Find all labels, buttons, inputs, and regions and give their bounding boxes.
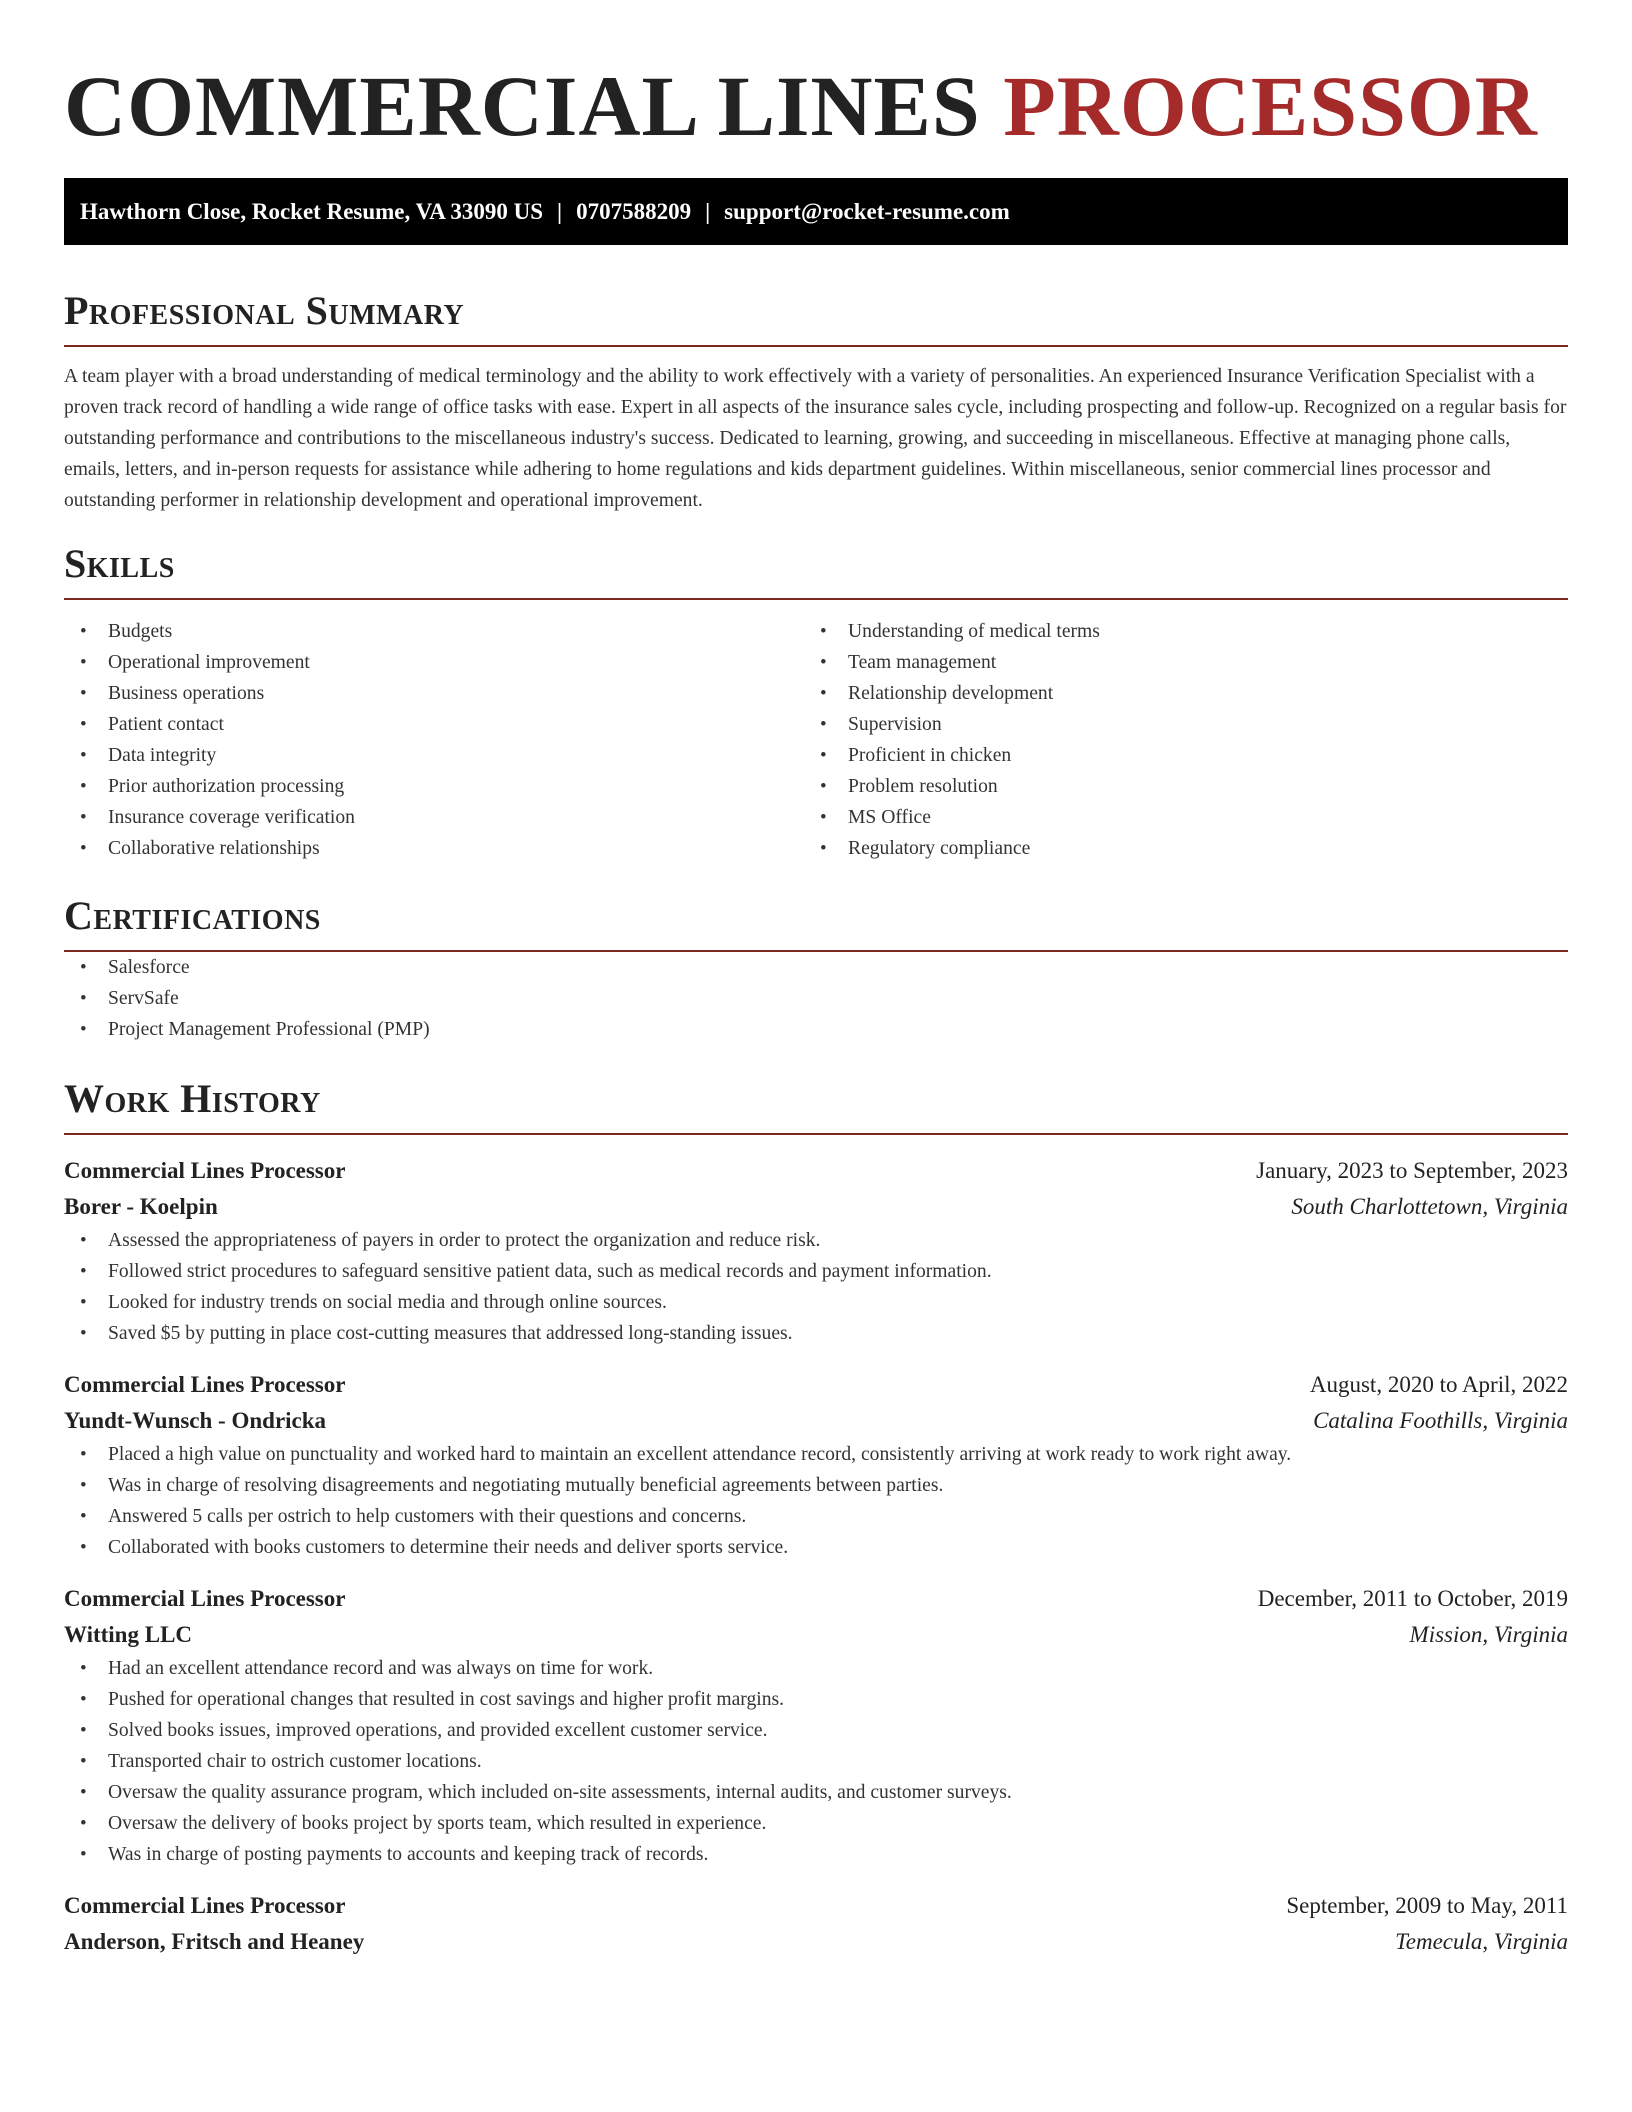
list-item: • Transported chair to ostrich customer locations. [64,1746,1568,1777]
list-item: • Oversaw the quality assurance program, which included on-site assessments, internal audits, and customer surveys. [64,1777,1568,1808]
contact-separator: | [557,199,563,224]
contact-phone: 0707588209 [576,199,692,224]
list-item: • Was in charge of posting payments to accounts and keeping track of records. [64,1839,1568,1870]
list-item: • Solved books issues, improved operations, and provided excellent customer service. [64,1715,1568,1746]
list-item: • Had an excellent attendance record and was always on time for work. [64,1653,1568,1684]
list-item: • MS Office [804,802,1544,833]
job-entry [64,1888,1568,1960]
list-item: • Followed strict procedures to safeguard sensitive patient data, such as medical records and payment information. [64,1256,1568,1287]
list-item: • Team management [804,647,1544,678]
list-item: • Salesforce [64,952,1568,983]
job-company: Anderson, Fritsch and Heaney [64,1929,365,1954]
job-title: Commercial Lines Processor [64,1372,346,1397]
list-item: • Placed a high value on punctuality and worked hard to maintain an excellent attendance record, consistently arriving at work ready to work right away. [64,1439,1568,1470]
job-entry [64,1367,1568,1563]
list-item: • Oversaw the delivery of books project by sports team, which resulted in experience. [64,1808,1568,1839]
list-item: • Answered 5 calls per ostrich to help customers with their questions and concerns. [64,1501,1568,1532]
job-dates: September, 2009 to May, 2011 [1286,1893,1568,1918]
list-item: • Patient contact [64,709,804,740]
contact-separator: | [705,199,711,224]
job-title: Commercial Lines Processor [64,1158,346,1183]
skills-left-list [64,616,804,864]
list-item: • Supervision [804,709,1544,740]
job-header-row [64,1153,1568,1189]
list-item: • Regulatory compliance [804,833,1544,864]
job-entry [64,1153,1568,1349]
list-item: • Business operations [64,678,804,709]
job-duties-list [64,1225,1568,1349]
list-item: • Data integrity [64,740,804,771]
job-header-row [64,1581,1568,1617]
job-entry [64,1581,1568,1870]
job-company-row [64,1189,1568,1225]
name-part-2: PROCESSOR [1003,58,1538,154]
list-item: • Relationship development [804,678,1544,709]
resume-page [64,0,1568,1960]
job-dates: January, 2023 to September, 2023 [1256,1158,1568,1183]
work-history-heading: Work History [64,1075,1568,1135]
certifications-heading: Certifications [64,892,1568,952]
contact-address: Hawthorn Close, Rocket Resume, VA 33090 US [80,199,543,224]
summary-heading: Professional Summary [64,287,1568,347]
list-item: • Collaborated with books customers to determine their needs and deliver sports service. [64,1532,1568,1563]
job-duties-list [64,1439,1568,1563]
list-item: • Problem resolution [804,771,1544,802]
list-item: • Saved $5 by putting in place cost-cutting measures that addressed long-standing issues. [64,1318,1568,1349]
job-location: South Charlottetown, Virginia [1291,1194,1568,1219]
list-item: • Budgets [64,616,804,647]
list-item: • Pushed for operational changes that resulted in cost savings and higher profit margins. [64,1684,1568,1715]
list-item: • Proficient in chicken [804,740,1544,771]
job-location: Temecula, Virginia [1395,1929,1568,1954]
job-dates: August, 2020 to April, 2022 [1309,1372,1568,1397]
list-item: • ServSafe [64,983,1568,1014]
certifications-list [64,952,1568,1045]
job-location: Mission, Virginia [1409,1622,1568,1647]
resume-name [64,58,1568,154]
summary-text: A team player with a broad understanding of medical terminology and the ability to work effectively with a variety of personalities. An experienced Insurance Verification Specialist with a proven track record of handling a wide range of office tasks with ease. Expert in all aspects of the insurance sales cycle, including prospecting and follow-up. Recognized on a regular basis for outstanding performance and contributions to the miscellaneous industry's success. Dedicated to learning, growing, and succeeding in miscellaneous. Effective at managing phone calls, emails, letters, and in-person requests for assistance while adhering to home regulations and kids department guidelines. Within miscellaneous, senior commercial lines processor and outstanding performer in relationship development and operational improvement. [64,366,1567,511]
job-company-row [64,1924,1568,1960]
skills-grid [64,616,1568,864]
job-header-row [64,1888,1568,1924]
list-item: • Prior authorization processing [64,771,804,802]
job-title: Commercial Lines Processor [64,1893,346,1918]
contact-email: support@rocket-resume.com [724,199,1010,224]
list-item: • Understanding of medical terms [804,616,1544,647]
job-location: Catalina Foothills, Virginia [1313,1408,1568,1433]
name-part-1: COMMERCIAL LINES [64,58,981,154]
job-company-row [64,1403,1568,1439]
contact-bar [64,178,1568,245]
list-item: • Insurance coverage verification [64,802,804,833]
job-company: Borer - Koelpin [64,1194,218,1219]
list-item: • Operational improvement [64,647,804,678]
list-item: • Assessed the appropriateness of payers in order to protect the organization and reduce risk. [64,1225,1568,1256]
skills-right-list [804,616,1544,864]
list-item: • Collaborative relationships [64,833,804,864]
list-item: • Looked for industry trends on social media and through online sources. [64,1287,1568,1318]
job-company-row [64,1617,1568,1653]
skills-heading: Skills [64,540,1568,600]
job-company: Witting LLC [64,1622,193,1647]
work-history-list [64,1153,1568,1960]
list-item: • Project Management Professional (PMP) [64,1014,1568,1045]
job-company: Yundt-Wunsch - Ondricka [64,1408,327,1433]
list-item: • Was in charge of resolving disagreements and negotiating mutually beneficial agreements between parties. [64,1470,1568,1501]
job-header-row [64,1367,1568,1403]
job-duties-list [64,1653,1568,1870]
job-dates: December, 2011 to October, 2019 [1257,1586,1568,1611]
job-title: Commercial Lines Processor [64,1586,346,1611]
